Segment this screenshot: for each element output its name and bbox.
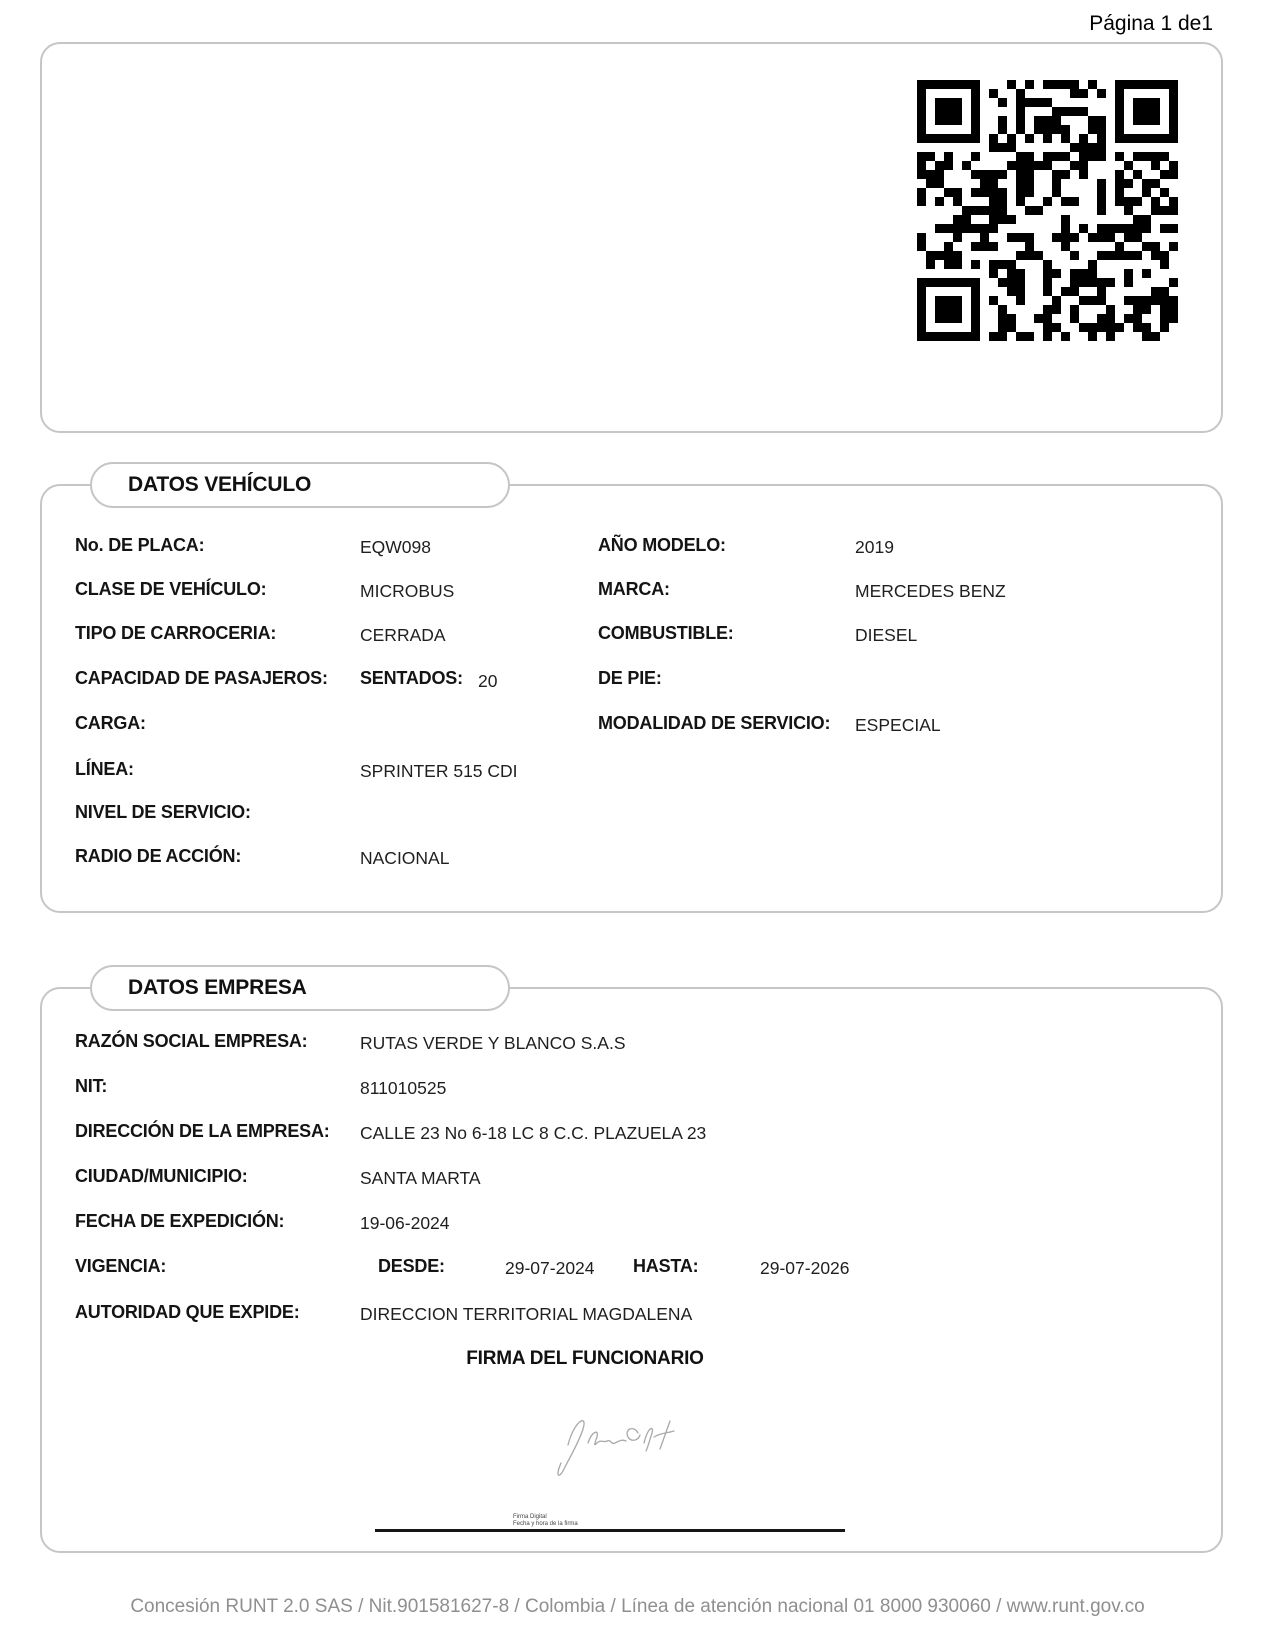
label-de-pie: DE PIE:	[598, 668, 662, 688]
value-sentados: 20	[478, 671, 498, 691]
value-nit: 811010525	[360, 1078, 447, 1098]
value-direccion-empresa: CALLE 23 No 6-18 LC 8 C.C. PLAZUELA 23	[360, 1123, 707, 1143]
value-clase: MICROBUS	[360, 581, 455, 601]
label-ciudad-municipio: CIUDAD/MUNICIPIO:	[75, 1166, 248, 1186]
value-ciudad-municipio: SANTA MARTA	[360, 1168, 481, 1188]
value-modalidad-servicio: ESPECIAL	[855, 715, 941, 735]
section-tab-datos-vehiculo	[90, 462, 510, 508]
label-direccion-empresa: DIRECCIÓN DE LA EMPRESA:	[75, 1121, 330, 1141]
value-linea: SPRINTER 515 CDI	[360, 761, 518, 781]
label-razon-social: RAZÓN SOCIAL EMPRESA:	[75, 1031, 308, 1051]
section-title: DATOS VEHÍCULO	[128, 473, 312, 496]
label-nit: NIT:	[75, 1076, 108, 1096]
footer-text: Concesión RUNT 2.0 SAS / Nit.901581627-8 / Colombia / Línea de atención nacional 01 8000 930060 / www.runt.gov.co	[130, 1596, 1145, 1617]
label-capacidad-pasajeros: CAPACIDAD DE PASAJEROS:	[75, 668, 328, 688]
label-nivel-servicio: NIVEL DE SERVICIO:	[75, 802, 251, 822]
label-placa: No. DE PLACA:	[75, 535, 205, 555]
label-vigencia-hasta: HASTA:	[633, 1256, 699, 1276]
label-fecha-expedicion: FECHA DE EXPEDICIÓN:	[75, 1211, 285, 1231]
value-anio-modelo: 2019	[855, 537, 894, 557]
value-vigencia-desde: 29-07-2024	[505, 1258, 595, 1278]
value-placa: EQW098	[360, 537, 431, 557]
value-carroceria: CERRADA	[360, 625, 446, 645]
value-marca: MERCEDES BENZ	[855, 581, 1006, 601]
label-clase: CLASE DE VEHÍCULO:	[75, 579, 267, 599]
value-vigencia-hasta: 29-07-2026	[760, 1258, 850, 1278]
section-title: DATOS EMPRESA	[128, 976, 307, 999]
label-marca: MARCA:	[598, 579, 670, 599]
label-vigencia: VIGENCIA:	[75, 1256, 167, 1276]
value-fecha-expedicion: 19-06-2024	[360, 1213, 450, 1233]
digital-signature-note-line: Fecha y hora de la firma	[513, 1521, 578, 1527]
digital-signature-note-line: Firma Digital	[513, 1514, 547, 1520]
label-carga: CARGA:	[75, 713, 146, 733]
digital-signature-note	[513, 1514, 578, 1528]
section-tab-datos-empresa	[90, 965, 510, 1011]
value-autoridad-expide: DIRECCION TERRITORIAL MAGDALENA	[360, 1304, 693, 1324]
label-linea: LÍNEA:	[75, 759, 134, 779]
firma-funcionario-title: FIRMA DEL FUNCIONARIO	[466, 1348, 704, 1369]
signature-line	[375, 1529, 845, 1532]
label-vigencia-desde: DESDE:	[378, 1256, 445, 1276]
value-razon-social: RUTAS VERDE Y BLANCO S.A.S	[360, 1033, 626, 1053]
label-radio-accion: RADIO DE ACCIÓN:	[75, 846, 242, 866]
value-radio-accion: NACIONAL	[360, 848, 450, 868]
signature-graphic	[540, 1405, 720, 1490]
label-anio-modelo: AÑO MODELO:	[598, 535, 726, 555]
label-combustible: COMBUSTIBLE:	[598, 623, 734, 643]
value-combustible: DIESEL	[855, 625, 918, 645]
page-indicator: Página 1 de1	[1089, 12, 1213, 35]
qr-code	[917, 80, 1178, 341]
label-sentados: SENTADOS:	[360, 668, 463, 688]
label-modalidad-servicio: MODALIDAD DE SERVICIO:	[598, 713, 831, 733]
label-autoridad-expide: AUTORIDAD QUE EXPIDE:	[75, 1302, 300, 1322]
label-carroceria: TIPO DE CARROCERIA:	[75, 623, 277, 643]
